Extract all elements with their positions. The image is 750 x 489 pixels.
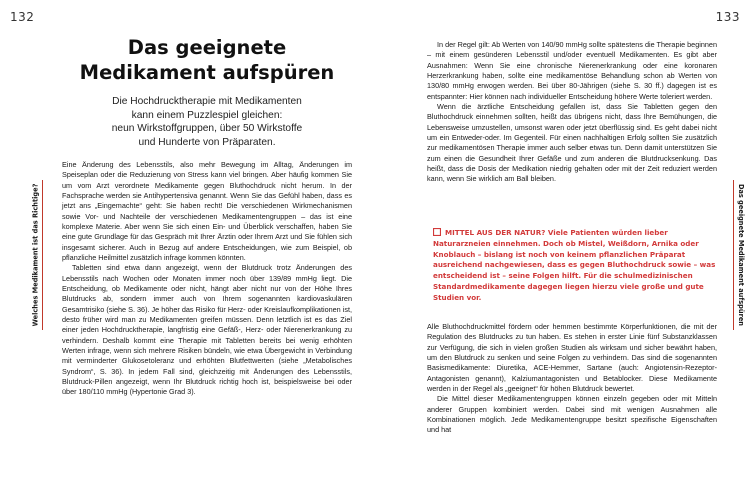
right-body-text-bottom [427,322,717,436]
intro-line-1: Die Hochdrucktherapie mit Medikamenten [112,96,302,107]
side-tab-right-label: Das geeignete Medikament aufspüren [737,184,746,326]
intro-line-2: kann einem Puzzlespiel gleichen: [131,109,283,121]
left-paragraph-1: Eine Änderung des Lebensstils, also mehr Bewegung im Alltag, Änderungen im Speiseplan oder die Reduzierung von Stress kann viel bringen. Aber häufig kommen Sie um vom Arzt verordnete Medikamente gegen Bluthochdruck nicht herum. In der Fachsprache werden sie Antihypertensiva genannt. Wenn Sie das Gefühl haben, dass es jetzt ans „Eingemachte“ geht: Sie haben recht! Die verschiedenen Wirkmechanismen sowie Vor- und Nachteile der verschiedenen Medikamentengruppen – das ist eine komplexe Materie. Aber wenn Sie sich einen Ein- und Überblick verschaffen, haben Sie eine gute Grundlage für das Gespräch mit Ihrer Ärztin oder Ihrem Arzt und Sie fühlen sich insgesamt sicherer. Auch in Bezug auf andere Entscheidungen, wie zum Beispiel, ob pflanzliche Heilmittel zusätzlich infrage kommen könnten. [62,160,352,262]
intro-text [62,95,352,149]
left-body-text [62,160,352,398]
headline-line-2: Medikament aufspüren [79,61,335,84]
intro-line-3: neun Wirkstoffgruppen, über 50 Wirkstoffe [111,123,303,135]
right-paragraph-3: Alle Bluthochdruckmittel fördern oder hemmen bestimmte Körperfunktionen, die mit der Regulation des Blutdrucks zu tun haben. Es stehen in erster Linie fünf Substanzklassen zur Verfügung, die sich in vielen großen Studien als wirksam und sicher bewährt haben, um den Blutdruck zu senken und seine Folgen zu verhindern. Das sind die sogenannten Basismedikamente: Diuretika, ACE-Hemmer, Sartane (auch: Angiotensin-Rezeptor-Antagonisten genannt), Kalziumantagonisten und Betablocker. Diese Medikamente werden in der Regel als „geeignet“ für höhen Blutdruck bewertet. [427,322,717,393]
right-body-text-top [427,40,717,185]
headline-line-1: Das geeignete [127,36,287,59]
side-tab-right [733,180,748,330]
side-tab-left [28,180,43,330]
right-paragraph-1: In der Regel gilt: Ab Werten von 140/90 mmHg sollte spätestens die Therapie beginnen – mit einem gesünderen Lebensstil und/oder eventuell Medikamenten. Es gibt aber Ausnahmen: Wenn Sie eine chronische Nierenerkrankung oder eine koronaren Herzerkrankung haben, sollte eine medikamentöse Behandlung schon ab Werten von 130/80 mmHg erwogen werden. Bei über 80-Jährigen (siehe S. 30 ff.) dagegen ist es entspannter: Hier können nach individueller Entscheidung höhere Werte toleriert werden. [427,40,717,101]
square-marker-icon [433,228,441,236]
page-headline [62,35,352,85]
callout-text: MITTEL AUS DER NATUR? Viele Patienten würden lieber Naturarzneien einnehmen. Doch ob Mistel, Weißdorn, Arnika oder Knoblauch – bislang ist noch von keinem pflanzlichen Präparat ausreichend nachgewiesen, dass es gegen Bluthochdruck sowie – was entscheidend ist – seine Folgen hilft. Für die schulmedizinischen Standardmedikamente dagegen liegen hierzu viele große und gute Studien vor. [433,228,716,302]
side-tab-left-label: Welches Medikament ist das Richtige? [31,183,40,327]
right-page [375,0,750,489]
callout-box [433,228,717,304]
page-number-right: 133 [715,10,740,24]
intro-line-4: und Hunderte von Präparaten. [138,136,276,148]
page-number-left: 132 [10,10,35,24]
right-paragraph-2: Wenn die ärztliche Entscheidung gefallen ist, dass Sie Tabletten gegen den Bluthochdruck einnehmen sollten, heißt das übrigens nicht, dass Ihre Bemühungen, die Lebensweise umzustellen, umsonst waren oder jetzt überflüssig sind. Es geht dabei nicht um ein Entweder-oder. Im Gegenteil. Für einen nachhaltigen Erfolg sollten Sie zusätzlich zur medikamentösen Therapie immer auch selber etwas tun. Denn damit unterstützen Sie zum einen die Gesundheit Ihrer Gefäße und zum anderen die Blutdrucksenkung. Das heißt, dass die Dosis der Medikation niedrig gehalten oder mit der Zeit reduziert werden kann, wenn Sie wirklich am Ball bleiben. [427,101,717,184]
left-paragraph-2: Tabletten sind etwa dann angezeigt, wenn der Blutdruck trotz Änderungen des Lebensstils nach Wochen oder Monaten immer noch über 139/89 mmHg liegt. Die Entscheidung, ob Medikamente oder nicht, hängt aber nicht nur von der Höhe Ihres Blutdrucks ab, sondern immer auch von Ihrem sogenannten kardiovaskulären Gesamtrisiko (siehe S. 36). Je höher das Risiko für Herz- oder Kreislaufkomplikationen ist, desto früher wird man zu Medikamenten greifen müssen. Denn letztlich ist es das Ziel einer jeden Hochdrucktherapie, langfristig eine Gefäß-, Herz- oder Nierenerkrankung zu verhindern. Deshalb kommt eine Therapie mit Tabletten bereits bei wenig erhöhten Werten infrage, wenn sich mehrere Risiken bündeln, wie etwa Übergewicht in Verbindung mit verminderter Glukosetoleranz und erhöhten Blutfettwerten (siehe „Metabolisches Syndrom“, S. 36). In jedem Fall sind, gleichzeitig mit Änderungen des Lebensstils, Blutdruck-Pillen angezeigt, wenn Ihr Blutdruck richtig hoch ist, beispielsweise bei oder über 180/110 mmHg (Hypertonie Grad 3). [62,263,352,397]
right-paragraph-4: Die Mittel dieser Medikamentengruppen können einzeln gegeben oder mit Mitteln anderer Gruppen kombiniert werden. Dabei sind mit wenigen Ausnahmen alle Kombinationen möglich. Jede Medikamentengruppe besitzt spezifische Eigenschaften und hat [427,394,717,435]
